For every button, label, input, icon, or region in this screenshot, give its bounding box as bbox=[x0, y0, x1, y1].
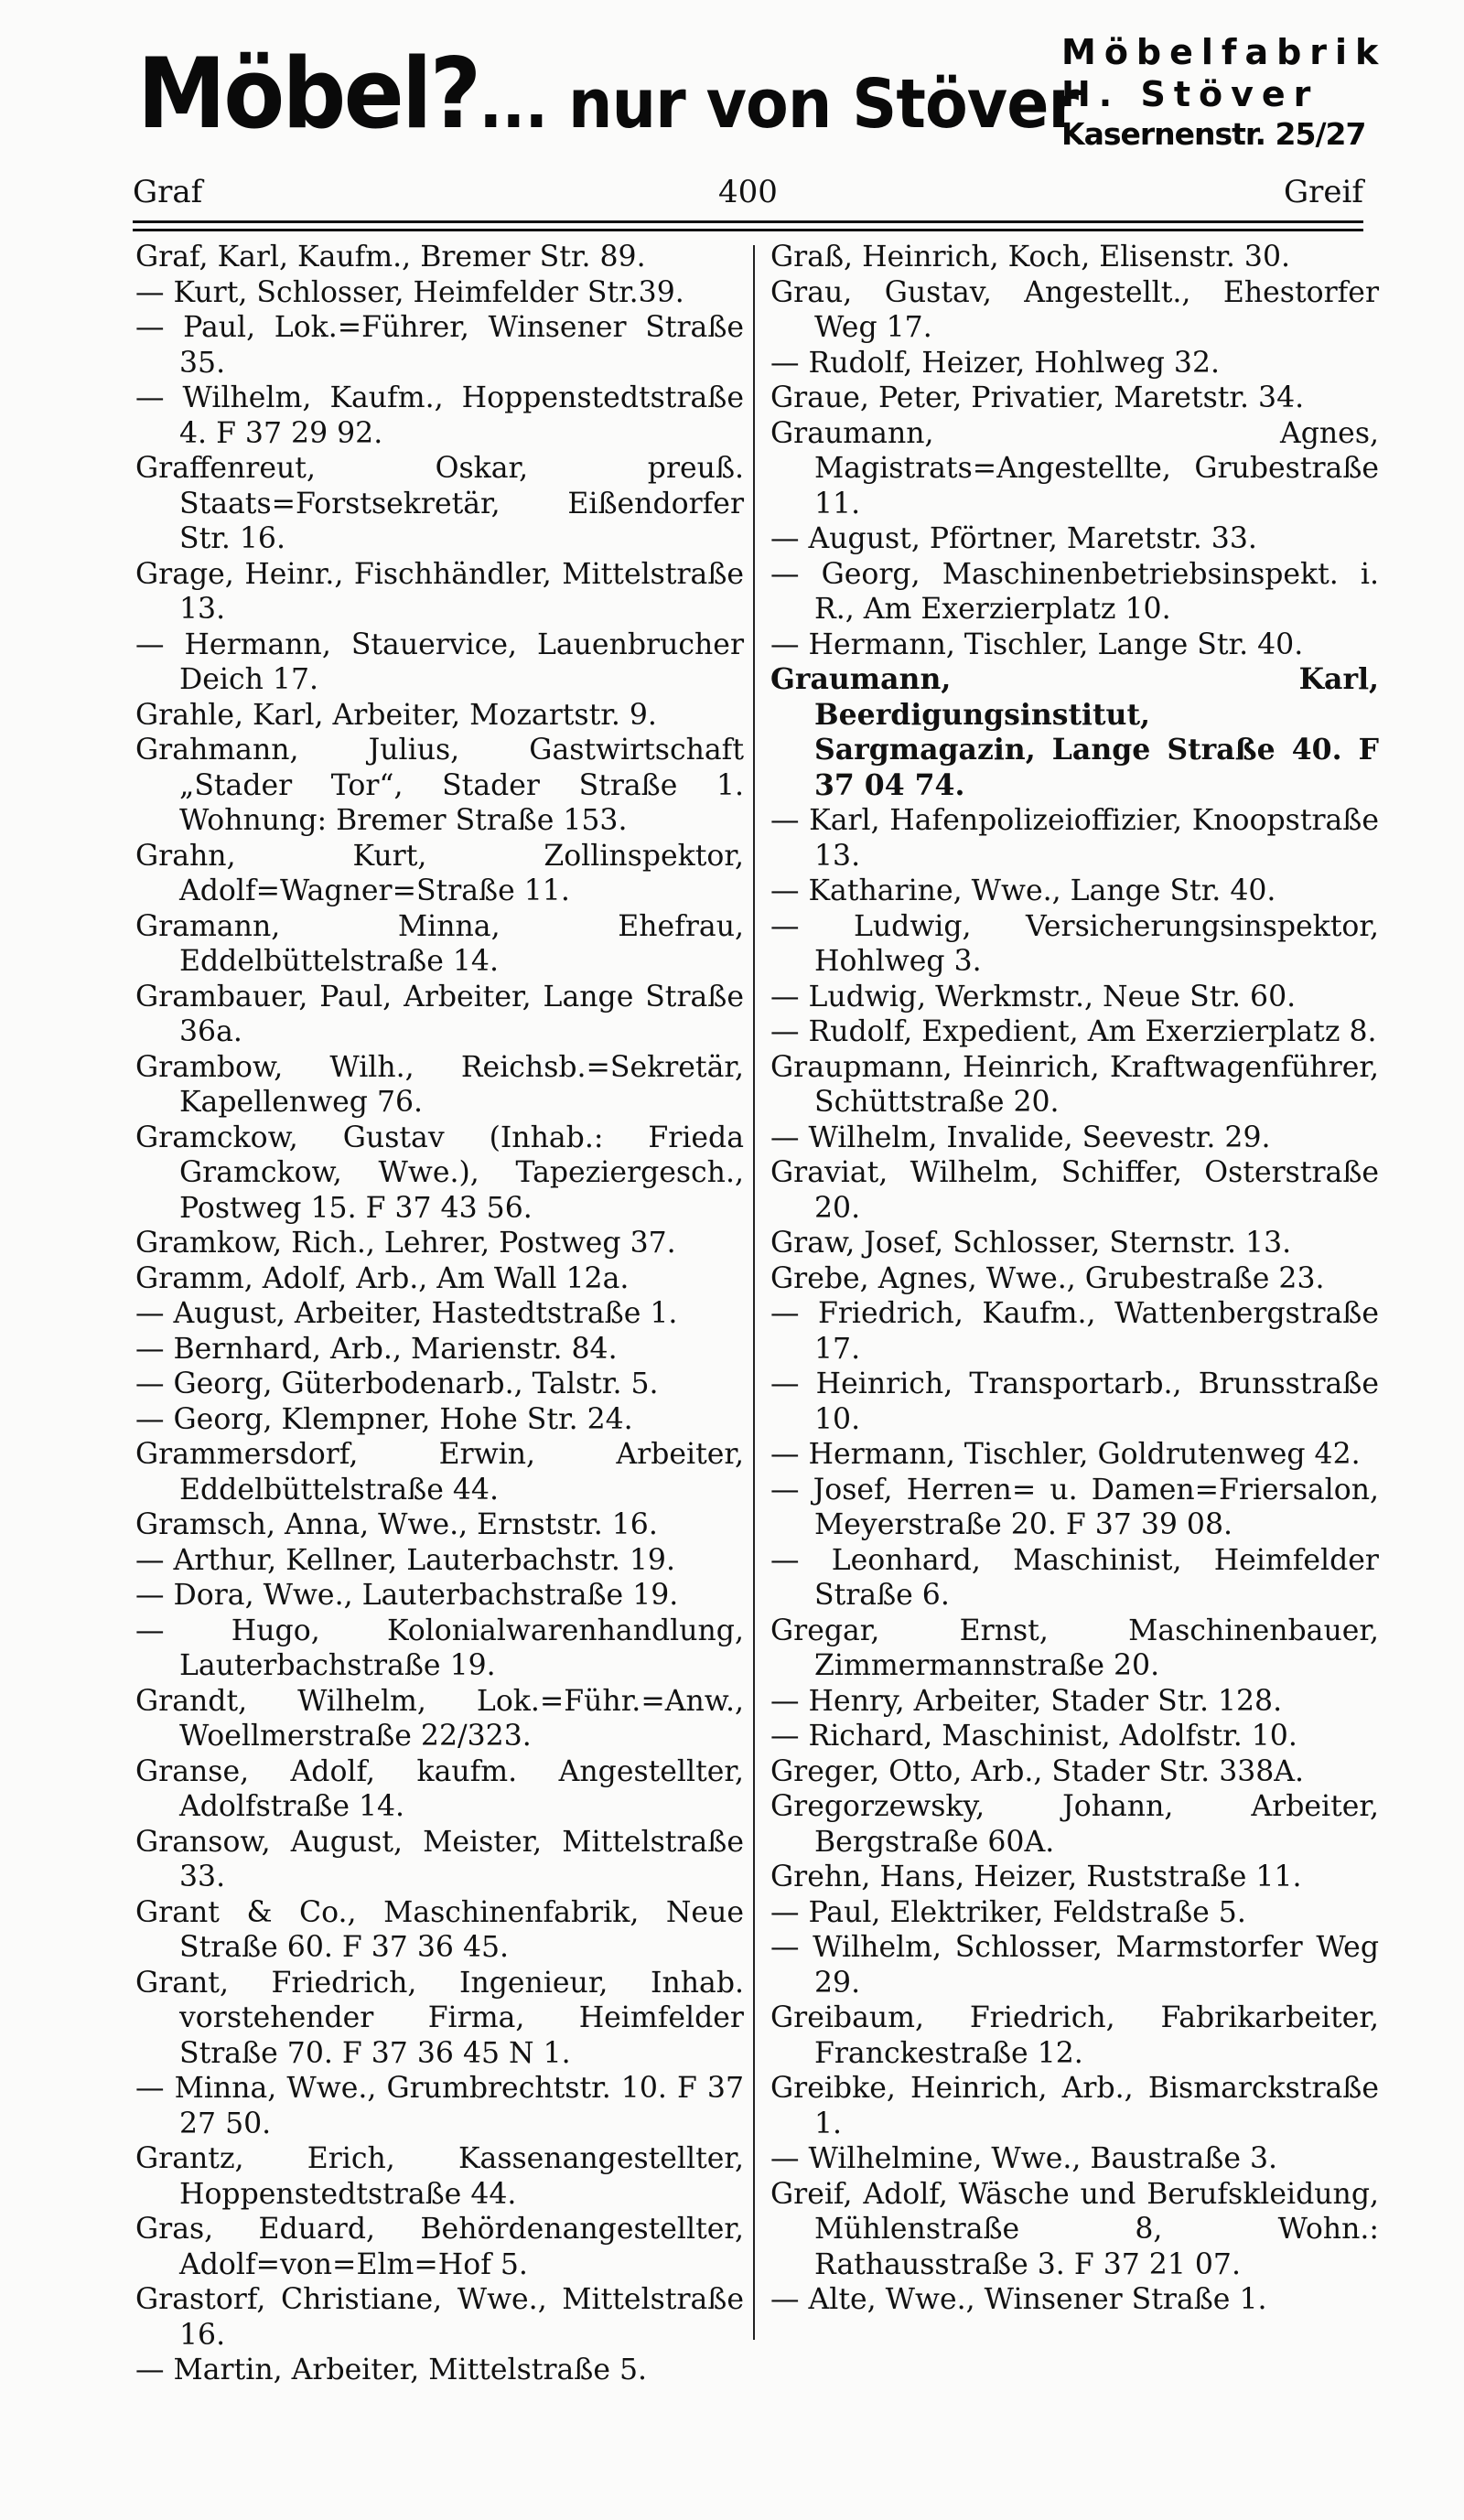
advertisement-firm-line3: Kasernenstr. 25/27 bbox=[1061, 116, 1366, 152]
directory-entry: Gregar, Ernst, Maschinenbauer, Zimmermannstraße 20. bbox=[770, 1614, 1379, 1682]
running-header bbox=[133, 169, 1363, 215]
directory-entry: — Karl, Hafenpolizeioffizier, Knoopstraße 13. bbox=[770, 804, 1379, 873]
directory-entry: — Rudolf, Heizer, Hohlweg 32. bbox=[770, 346, 1221, 380]
directory-entry: Grage, Heinr., Fischhändler, Mittelstraße 13. bbox=[135, 557, 744, 626]
advertisement-banner bbox=[137, 27, 1387, 165]
directory-entry: Gramann, Minna, Ehefrau, Eddelbüttelstraße 14. bbox=[135, 909, 744, 978]
directory-entry: — Henry, Arbeiter, Stader Str. 128. bbox=[770, 1684, 1283, 1718]
directory-entry: — Josef, Herren= u. Damen=Friersalon, Meyerstraße 20. F 37 39 08. bbox=[770, 1473, 1379, 1541]
directory-entry: Gramsch, Anna, Wwe., Ernststr. 16. bbox=[135, 1508, 658, 1541]
directory-entry: Graf, Karl, Kaufm., Bremer Str. 89. bbox=[135, 241, 646, 273]
directory-entry: Grehn, Hans, Heizer, Ruststraße 11. bbox=[770, 1861, 1302, 1893]
directory-entry: — Rudolf, Expedient, Am Exerzierplatz 8. bbox=[770, 1015, 1377, 1048]
advertisement-main-rest: ... nur von Stöver bbox=[479, 65, 1079, 144]
advertisement-firm bbox=[1061, 31, 1387, 154]
directory-entry: — Georg, Güterbodenarb., Talstr. 5. bbox=[135, 1367, 659, 1400]
directory-entry: Grahmann, Julius, Gastwirtschaft „Stader Tor“, Stader Straße 1. Wohnung: Bremer Straße 153. bbox=[135, 734, 744, 837]
directory-entry: Greibaum, Friedrich, Fabrikarbeiter, Franckestraße 12. bbox=[770, 2001, 1379, 2070]
directory-entry: — August, Arbeiter, Hastedtstraße 1. bbox=[135, 1297, 678, 1330]
left-column bbox=[135, 240, 744, 2388]
directory-entry: — Hermann, Tischler, Lange Str. 40. bbox=[770, 627, 1304, 661]
directory-entry: Grant & Co., Maschinenfabrik, Neue Straße 60. F 37 36 45. bbox=[135, 1895, 744, 1964]
directory-entry: Graß, Heinrich, Koch, Elisenstr. 30. bbox=[770, 241, 1291, 273]
directory-entry: Gregorzewsky, Johann, Arbeiter, Bergstraße 60A. bbox=[770, 1790, 1379, 1859]
directory-entry: — Ludwig, Versicherungsinspektor, Hohlweg 3. bbox=[770, 909, 1379, 978]
directory-entry: Graviat, Wilhelm, Schiffer, Osterstraße 20. bbox=[770, 1156, 1379, 1225]
directory-entry: — Katharine, Wwe., Lange Str. 40. bbox=[770, 874, 1276, 907]
advertisement-firm-line2: H. Stöver bbox=[1061, 74, 1319, 114]
directory-entry: Gramkow, Rich., Lehrer, Postweg 37. bbox=[135, 1227, 676, 1260]
directory-entry: — Arthur, Kellner, Lauterbachstr. 19. bbox=[135, 1543, 675, 1577]
directory-entry: Greibke, Heinrich, Arb., Bismarckstraße 1. bbox=[770, 2072, 1379, 2140]
directory-entry: Grammersdorf, Erwin, Arbeiter, Eddelbüttelstraße 44. bbox=[135, 1438, 744, 1507]
directory-entry: — Alte, Wwe., Winsener Straße 1. bbox=[770, 2283, 1267, 2316]
directory-entry: Gransow, August, Meister, Mittelstraße 33. bbox=[135, 1825, 744, 1893]
directory-entry: — Paul, Elektriker, Feldstraße 5. bbox=[770, 1895, 1246, 1929]
column-divider bbox=[753, 245, 755, 2340]
directory-entry: — Heinrich, Transportarb., Brunsstraße 10. bbox=[770, 1367, 1379, 1436]
directory-entry: Gras, Eduard, Behördenangestellter, Adolf=von=Elm=Hof 5. bbox=[135, 2213, 744, 2281]
directory-entry: Greger, Otto, Arb., Stader Str. 338A. bbox=[770, 1754, 1305, 1788]
directory-entry: Graumann, Agnes, Magistrats=Angestellte, Grubestraße 11. bbox=[770, 416, 1379, 520]
directory-entry: Grambow, Wilh., Reichsb.=Sekretär, Kapellenweg 76. bbox=[135, 1050, 744, 1119]
directory-entry: — Dora, Wwe., Lauterbachstraße 19. bbox=[135, 1579, 679, 1612]
directory-entry: Grantz, Erich, Kassenangestellter, Hoppenstedtstraße 44. bbox=[135, 2142, 744, 2211]
directory-entry: Grahn, Kurt, Zollinspektor, Adolf=Wagner=Straße 11. bbox=[135, 839, 744, 907]
directory-entry: — Kurt, Schlosser, Heimfelder Str.39. bbox=[135, 275, 684, 309]
directory-entry: Grandt, Wilhelm, Lok.=Führ.=Anw., Woellmerstraße 22/323. bbox=[135, 1684, 744, 1753]
directory-entry: Grebe, Agnes, Wwe., Grubestraße 23. bbox=[770, 1261, 1325, 1295]
directory-entry: Graffenreut, Oskar, preuß. Staats=Forstsekretär, Eißendorfer Str. 16. bbox=[135, 452, 744, 555]
header-rule-top bbox=[133, 220, 1363, 223]
directory-entry: Gramckow, Gustav (Inhab.: Frieda Gramckow, Wwe.), Tapeziergesch., Postweg 15. F 37 43 56. bbox=[135, 1121, 744, 1225]
advertisement-main-word: Möbel? bbox=[137, 38, 479, 150]
directory-entry: Granse, Adolf, kaufm. Angestellter, Adolfstraße 14. bbox=[135, 1754, 744, 1823]
directory-entry: — Ludwig, Werkmstr., Neue Str. 60. bbox=[770, 980, 1297, 1013]
directory-entry: — Leonhard, Maschinist, Heimfelder Straße 6. bbox=[770, 1543, 1379, 1612]
header-first-name: Graf bbox=[133, 174, 203, 210]
directory-entry: Graw, Josef, Schlosser, Sternstr. 13. bbox=[770, 1227, 1292, 1260]
directory-entry: — Wilhelm, Schlosser, Marmstorfer Weg 29. bbox=[770, 1931, 1379, 2000]
directory-entry: Grastorf, Christiane, Wwe., Mittelstraße 16. bbox=[135, 2283, 744, 2352]
directory-entry: Grant, Friedrich, Ingenieur, Inhab. vorstehender Firma, Heimfelder Straße 70. F 37 36 45 N 1. bbox=[135, 1966, 744, 2070]
directory-entry: — Wilhelm, Invalide, Seevestr. 29. bbox=[770, 1121, 1271, 1154]
directory-entry: — August, Pförtner, Maretstr. 33. bbox=[770, 522, 1257, 555]
directory-entry: Graue, Peter, Privatier, Maretstr. 34. bbox=[770, 381, 1305, 414]
directory-entry: — Paul, Lok.=Führer, Winsener Straße 35. bbox=[135, 311, 744, 380]
directory-entry: — Richard, Maschinist, Adolfstr. 10. bbox=[770, 1720, 1297, 1753]
directory-entry: — Minna, Wwe., Grumbrechtstr. 10. F 37 27 50. bbox=[135, 2072, 744, 2140]
directory-entry: Gramm, Adolf, Arb., Am Wall 12a. bbox=[135, 1261, 630, 1295]
directory-entry: Grau, Gustav, Angestellt., Ehestorfer Weg 17. bbox=[770, 275, 1379, 344]
directory-entry: Graumann, Karl, Beerdigungsinstitut, Sargmagazin, Lange Straße 40. F 37 04 74. bbox=[770, 662, 1379, 802]
right-column bbox=[770, 240, 1379, 2318]
directory-entry: Grahle, Karl, Arbeiter, Mozartstr. 9. bbox=[135, 698, 657, 732]
header-rule-bottom bbox=[133, 229, 1363, 231]
directory-entry: — Martin, Arbeiter, Mittelstraße 5. bbox=[135, 2354, 648, 2386]
directory-entry: — Georg, Maschinenbetriebsinspekt. i. R., Am Exerzierplatz 10. bbox=[770, 557, 1379, 626]
advertisement-slogan bbox=[137, 35, 1078, 164]
directory-entry: Graupmann, Heinrich, Kraftwagenführer, Schüttstraße 20. bbox=[770, 1050, 1379, 1119]
directory-entry: Greif, Adolf, Wäsche und Berufskleidung, Mühlenstraße 8, Wohn.: Rathausstraße 3. F 37 21 07. bbox=[770, 2177, 1379, 2281]
page-number: 400 bbox=[718, 174, 778, 210]
directory-entry: — Hermann, Stauervice, Lauenbrucher Deich 17. bbox=[135, 627, 744, 696]
directory-entry: — Georg, Klempner, Hohe Str. 24. bbox=[135, 1402, 633, 1436]
directory-entry: — Hermann, Tischler, Goldrutenweg 42. bbox=[770, 1438, 1361, 1471]
directory-entry: — Wilhelmine, Wwe., Baustraße 3. bbox=[770, 2142, 1278, 2175]
header-last-name: Greif bbox=[1284, 174, 1363, 210]
advertisement-firm-line1: Möbelfabrik bbox=[1061, 32, 1387, 72]
directory-entry: — Wilhelm, Kaufm., Hoppenstedtstraße 4. F 37 29 92. bbox=[135, 381, 744, 450]
directory-entry: — Bernhard, Arb., Marienstr. 84. bbox=[135, 1332, 618, 1366]
directory-entry: — Friedrich, Kaufm., Wattenbergstraße 17. bbox=[770, 1297, 1379, 1366]
directory-entry: — Hugo, Kolonialwarenhandlung, Lauterbachstraße 19. bbox=[135, 1614, 744, 1682]
directory-entry: Grambauer, Paul, Arbeiter, Lange Straße 36a. bbox=[135, 980, 744, 1048]
